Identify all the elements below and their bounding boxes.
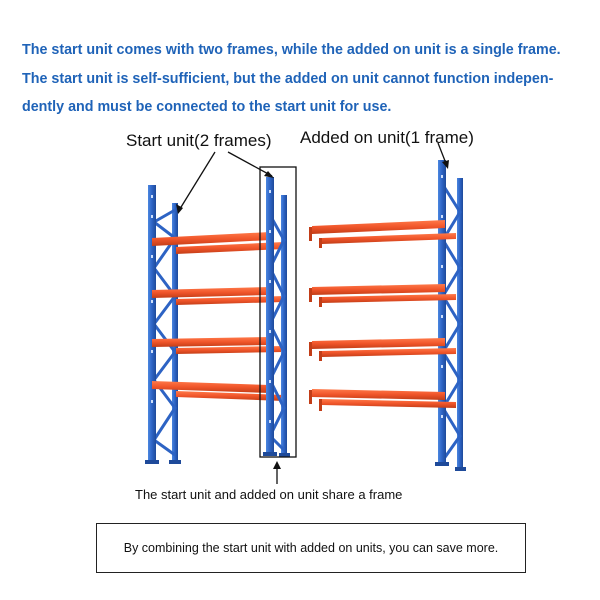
- shared-frame-highlight: [260, 167, 296, 457]
- savings-note-box: [96, 523, 526, 573]
- added-unit-label: Added on unit(1 frame): [300, 128, 474, 147]
- pointer-arrows: [176, 143, 449, 484]
- savings-note-text: By combining the start unit with added on units, you can save more.: [123, 541, 499, 555]
- start-unit-label: Start unit(2 frames): [126, 131, 272, 150]
- shared-frame: [263, 177, 290, 457]
- intro-line-1: The start unit comes with two frames, while the added on unit is a single frame.: [22, 42, 561, 58]
- added-unit-frame: [435, 160, 466, 471]
- added-unit-beams: [309, 220, 456, 411]
- start-unit-left-frame: [145, 185, 181, 464]
- start-unit-beams: [152, 232, 284, 401]
- intro-line-2: The start unit is self-sufficient, but the added on unit cannot function indepen-: [22, 70, 554, 87]
- shared-frame-caption: The start unit and added on unit share a frame: [135, 487, 403, 502]
- intro-line-3: dently and must be connected to the start unit for use.: [22, 99, 392, 115]
